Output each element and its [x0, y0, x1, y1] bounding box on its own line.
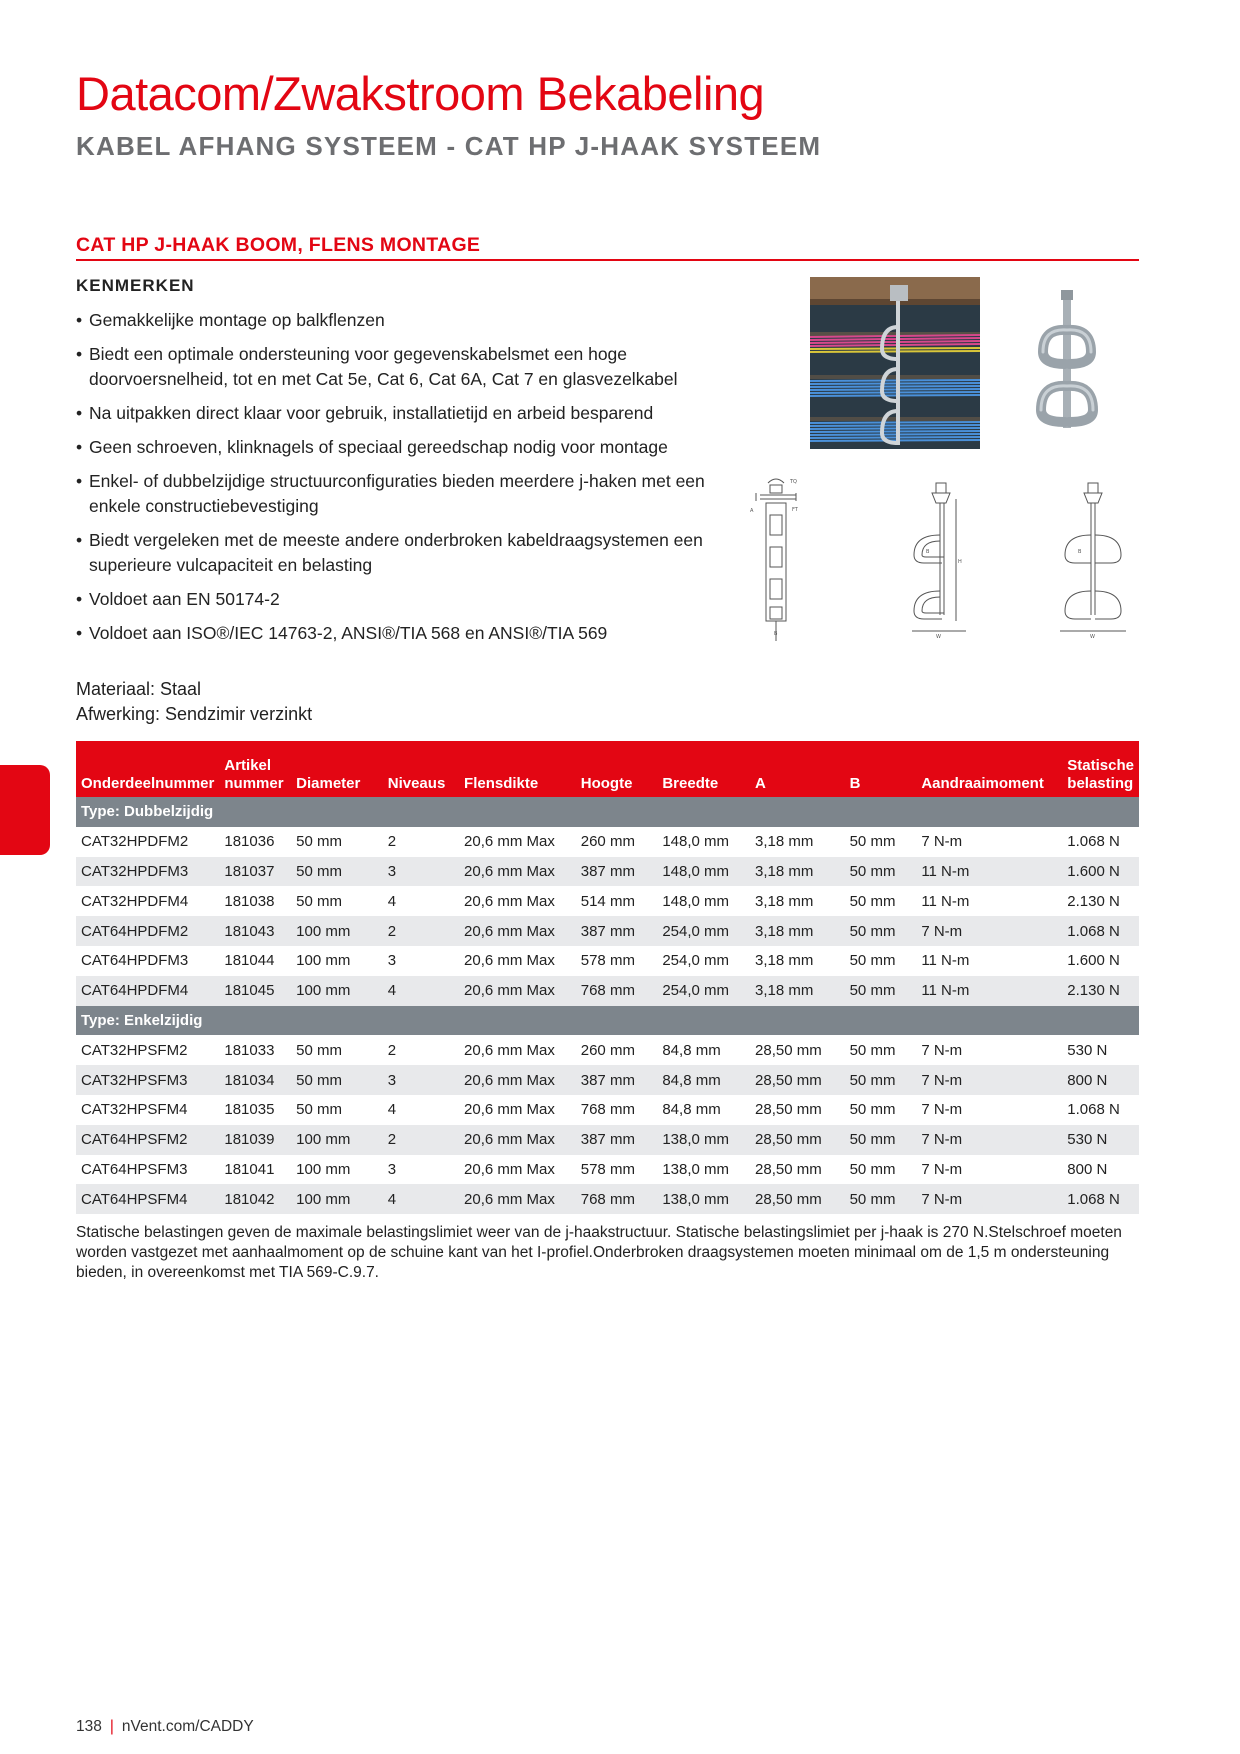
- table-cell: 181044: [224, 952, 275, 970]
- group-type-label: Type: Dubbelzijdig: [76, 797, 1139, 827]
- table-cell: 50 mm: [845, 1065, 917, 1095]
- table-cell: 2: [383, 916, 459, 946]
- column-header: Statische belasting: [1062, 741, 1139, 797]
- table-cell: 11 N-m: [916, 857, 1062, 887]
- section-divider: [76, 259, 1139, 261]
- table-cell: 50 mm: [291, 857, 383, 887]
- table-cell: 50 mm: [849, 1101, 896, 1119]
- page-subtitle: KABEL AFHANG SYSTEEM - CAT HP J-HAAK SYSTEEM: [76, 131, 822, 161]
- table-cell: CAT64HPDFM3: [81, 952, 189, 970]
- table-cell: 181033: [224, 1041, 275, 1059]
- table-cell: 50 mm: [296, 892, 342, 910]
- page-number: 138: [76, 1718, 102, 1735]
- table-cell: 100 mm: [296, 1160, 351, 1178]
- table-cell: 50 mm: [291, 1065, 383, 1095]
- table-cell: CAT64HPSFM4: [76, 1184, 219, 1214]
- table-cell: 3,18 mm: [755, 952, 814, 970]
- section-heading: CAT HP J-HAAK BOOM, FLENS MONTAGE: [76, 234, 481, 256]
- diagram-label: FT: [792, 507, 798, 513]
- table-cell: 3: [387, 952, 397, 970]
- table-cell: CAT64HPDFM4: [76, 976, 219, 1006]
- column-header: Diameter: [291, 741, 383, 797]
- table-row: [76, 946, 1139, 976]
- double-sided-drawing: [1048, 475, 1138, 645]
- table-group-row: [76, 797, 1139, 827]
- table-cell: 254,0 mm: [657, 976, 750, 1006]
- footer-site-link[interactable]: nVent.com/CADDY: [121, 1718, 254, 1735]
- table-cell: 3: [383, 1065, 459, 1095]
- table-cell: 3,18 mm: [755, 833, 814, 851]
- table-cell: 50 mm: [845, 857, 917, 887]
- feature-item: • Enkel- of dubbelzijdige structuurconfiguraties bieden meerdere j-haken met een enkele constructiebevestiging: [76, 469, 736, 519]
- table-row: [76, 1184, 1139, 1214]
- table-cell: 50 mm: [849, 892, 896, 910]
- feature-item: • Biedt vergeleken met de meeste andere onderbroken kabeldraagsystemen een superieure vulcapaciteit en belasting: [76, 528, 736, 578]
- table-cell: 50 mm: [296, 833, 342, 851]
- column-header: A: [750, 741, 845, 797]
- table-cell: 387 mm: [576, 857, 658, 887]
- table-cell: 181036: [224, 833, 275, 851]
- table-cell: 4: [387, 892, 397, 910]
- table-cell: 28,50 mm: [750, 1184, 845, 1214]
- table-cell: 100 mm: [291, 1184, 383, 1214]
- table-cell: 100 mm: [291, 1125, 383, 1155]
- table-cell: 20,6 mm Max: [459, 1125, 576, 1155]
- table-cell: CAT32HPSFM4: [81, 1101, 188, 1119]
- table-cell: 20,6 mm Max: [464, 833, 555, 851]
- table-cell: 1.600 N: [1062, 857, 1139, 887]
- chapter-tab: [0, 765, 50, 855]
- table-cell: 181045: [219, 976, 291, 1006]
- table-cell: 2.130 N: [1062, 976, 1139, 1006]
- table-cell: 7 N-m: [916, 1125, 1062, 1155]
- table-cell: 50 mm: [849, 1041, 896, 1059]
- table-cell: 20,6 mm Max: [464, 952, 555, 970]
- column-header: Hoogte: [576, 741, 658, 797]
- features-list: [76, 308, 736, 655]
- table-cell: 260 mm: [580, 833, 635, 851]
- diagram-label: TQ: [790, 479, 797, 485]
- feature-item: • Voldoet aan ISO®/IEC 14763-2, ANSI®/TIA 568 en ANSI®/TIA 569: [76, 621, 736, 646]
- table-cell: CAT32HPSFM2: [81, 1041, 188, 1059]
- footnote: Statische belastingen geven de maximale belastingslimiet weer van de j-haakstructuur. Statische belastingslimiet per j-haak is 270 N.Stelschroef moeten worden vastgezet met aanhaalmoment op de schuine kant van het I-profiel.Onderbroken draagsystemen moeten minimaal om de 1,5 m ondersteuning bieden, in overeenkomst met TIA 569-C.9.7.: [76, 1224, 1122, 1281]
- table-cell: 254,0 mm: [662, 952, 730, 970]
- table-cell: 138,0 mm: [657, 1184, 750, 1214]
- table-cell: 181037: [219, 857, 291, 887]
- table-cell: 181042: [219, 1184, 291, 1214]
- table-cell: 7 N-m: [921, 833, 963, 851]
- table-cell: 4: [387, 1101, 397, 1119]
- table-cell: 20,6 mm Max: [464, 1101, 555, 1119]
- table-cell: CAT32HPSFM3: [76, 1065, 219, 1095]
- features-heading: KENMERKEN: [76, 276, 195, 295]
- table-header-row: [76, 741, 1139, 797]
- table-cell: 50 mm: [845, 916, 917, 946]
- feature-item: • Biedt een optimale ondersteuning voor gegevenskabelsmet een hoge doorvoersnelheid, tot en met Cat 5e, Cat 6, Cat 6A, Cat 7 en glasvezelkabel: [76, 342, 736, 392]
- feature-item: • Voldoet aan EN 50174-2: [76, 587, 736, 612]
- table-cell: 28,50 mm: [755, 1041, 822, 1059]
- table-cell: CAT64HPDFM2: [76, 916, 219, 946]
- table-row: [76, 1155, 1139, 1185]
- column-header: Onderdeelnummer: [76, 741, 219, 797]
- group-type-label: Type: Enkelzijdig: [76, 1006, 1139, 1036]
- table-cell: 4: [383, 1184, 459, 1214]
- material-info: [76, 677, 312, 727]
- column-header: B: [845, 741, 917, 797]
- table-cell: 181038: [224, 892, 275, 910]
- table-cell: 28,50 mm: [750, 1065, 845, 1095]
- table-cell: 50 mm: [849, 833, 896, 851]
- table-cell: 50 mm: [296, 1101, 342, 1119]
- diagram-label: W: [1090, 634, 1095, 640]
- table-cell: 387 mm: [576, 1065, 658, 1095]
- table-cell: 20,6 mm Max: [464, 892, 555, 910]
- table-cell: 1.600 N: [1067, 952, 1120, 970]
- column-header: Breedte: [657, 741, 750, 797]
- table-cell: 11 N-m: [921, 952, 970, 970]
- table-cell: 2: [383, 1125, 459, 1155]
- table-cell: 7 N-m: [921, 1160, 963, 1178]
- table-cell: 4: [383, 976, 459, 1006]
- table-cell: CAT32HPDFM3: [76, 857, 219, 887]
- table-cell: 768 mm: [576, 976, 658, 1006]
- table-cell: 50 mm: [845, 1125, 917, 1155]
- installation-photo: [810, 277, 980, 449]
- table-cell: 3,18 mm: [750, 916, 845, 946]
- table-cell: 50 mm: [849, 1160, 896, 1178]
- table-cell: 148,0 mm: [662, 892, 730, 910]
- diagram-label: H: [958, 559, 962, 565]
- table-cell: 387 mm: [576, 1125, 658, 1155]
- column-header: Aandraaimoment: [916, 741, 1062, 797]
- table-cell: 3,18 mm: [755, 892, 814, 910]
- table-cell: 20,6 mm Max: [459, 916, 576, 946]
- spec-table: [76, 741, 1139, 1214]
- table-cell: CAT32HPDFM2: [81, 833, 189, 851]
- table-cell: 3: [387, 1160, 397, 1178]
- table-row: [76, 857, 1139, 887]
- table-cell: 3,18 mm: [750, 857, 845, 887]
- table-body: [76, 797, 1139, 1214]
- table-cell: 50 mm: [296, 1041, 342, 1059]
- table-cell: 7 N-m: [921, 1101, 963, 1119]
- table-cell: CAT64HPSFM2: [76, 1125, 219, 1155]
- diagram-label: A: [750, 508, 754, 514]
- table-cell: 181035: [224, 1101, 275, 1119]
- table-cell: 260 mm: [580, 1041, 635, 1059]
- footer-separator: |: [109, 1718, 114, 1735]
- table-row: [76, 916, 1139, 946]
- table-cell: 84,8 mm: [657, 1065, 750, 1095]
- column-header: Flensdikte: [459, 741, 576, 797]
- table-cell: 11 N-m: [921, 892, 970, 910]
- table-cell: 768 mm: [576, 1184, 658, 1214]
- table-cell: 20,6 mm Max: [459, 1184, 576, 1214]
- table-cell: 7 N-m: [916, 916, 1062, 946]
- feature-item: • Geen schroeven, klinknagels of speciaal gereedschap nodig voor montage: [76, 435, 736, 460]
- table-cell: 100 mm: [296, 952, 351, 970]
- table-cell: 578 mm: [580, 952, 635, 970]
- table-cell: 2: [387, 1041, 397, 1059]
- table-cell: 50 mm: [849, 952, 896, 970]
- column-header: Niveaus: [383, 741, 459, 797]
- table-row: [76, 827, 1139, 857]
- feature-item: • Gemakkelijke montage op balkflenzen: [76, 308, 736, 333]
- table-cell: 530 N: [1067, 1041, 1108, 1059]
- table-cell: 181043: [219, 916, 291, 946]
- table-cell: 1.068 N: [1067, 1101, 1120, 1119]
- table-cell: 1.068 N: [1062, 916, 1139, 946]
- table-cell: 3: [383, 857, 459, 887]
- table-cell: 530 N: [1062, 1125, 1139, 1155]
- table-cell: 138,0 mm: [662, 1160, 730, 1178]
- table-cell: 100 mm: [291, 976, 383, 1006]
- table-cell: 28,50 mm: [750, 1125, 845, 1155]
- table-cell: 20,6 mm Max: [464, 1041, 555, 1059]
- diagram-label: B: [1078, 549, 1082, 555]
- table-cell: 28,50 mm: [755, 1101, 822, 1119]
- table-cell: 181041: [224, 1160, 275, 1178]
- table-cell: 387 mm: [576, 916, 658, 946]
- table-row: [76, 1035, 1139, 1065]
- table-cell: 1.068 N: [1062, 1184, 1139, 1214]
- table-row: [76, 1095, 1139, 1125]
- table-cell: 7 N-m: [921, 1041, 963, 1059]
- diagram-label: W: [936, 634, 941, 640]
- table-cell: 20,6 mm Max: [459, 1065, 576, 1095]
- table-row: [76, 886, 1139, 916]
- table-cell: 181039: [219, 1125, 291, 1155]
- table-cell: 7 N-m: [916, 1184, 1062, 1214]
- page-footer: [76, 1718, 254, 1736]
- table-cell: 2: [387, 833, 397, 851]
- table-cell: 20,6 mm Max: [464, 1160, 555, 1178]
- single-sided-drawing: [900, 475, 980, 645]
- table-row: [76, 1125, 1139, 1155]
- table-cell: CAT32HPDFM4: [81, 892, 189, 910]
- table-cell: 20,6 mm Max: [459, 857, 576, 887]
- table-cell: 800 N: [1067, 1160, 1108, 1178]
- table-cell: 181034: [219, 1065, 291, 1095]
- table-cell: 84,8 mm: [662, 1041, 721, 1059]
- table-cell: 514 mm: [580, 892, 635, 910]
- table-cell: 84,8 mm: [662, 1101, 721, 1119]
- table-group-row: [76, 1006, 1139, 1036]
- table-cell: 578 mm: [580, 1160, 635, 1178]
- table-cell: 28,50 mm: [755, 1160, 822, 1178]
- table-cell: 100 mm: [291, 916, 383, 946]
- table-row: [76, 976, 1139, 1006]
- table-cell: CAT64HPSFM3: [81, 1160, 188, 1178]
- table-cell: 50 mm: [845, 976, 917, 1006]
- column-header: Artikel nummer: [219, 741, 291, 797]
- diagram-label: B: [774, 631, 778, 637]
- table-cell: 138,0 mm: [657, 1125, 750, 1155]
- table-cell: 7 N-m: [916, 1065, 1062, 1095]
- table-cell: 3,18 mm: [750, 976, 845, 1006]
- table-cell: 768 mm: [580, 1101, 635, 1119]
- diagram-label: B: [926, 549, 930, 555]
- table-cell: 148,0 mm: [662, 833, 730, 851]
- product-photo: [1028, 290, 1106, 440]
- table-row: [76, 1065, 1139, 1095]
- table-cell: 2.130 N: [1067, 892, 1120, 910]
- table-cell: 50 mm: [845, 1184, 917, 1214]
- table-cell: 1.068 N: [1067, 833, 1120, 851]
- table-cell: 20,6 mm Max: [459, 976, 576, 1006]
- finish-line: Afwerking: Sendzimir verzinkt: [76, 704, 313, 724]
- table-cell: 254,0 mm: [657, 916, 750, 946]
- feature-item: • Na uitpakken direct klaar voor gebruik, installatietijd en arbeid besparend: [76, 401, 736, 426]
- material-line: Materiaal: Staal: [76, 679, 202, 699]
- table-cell: 800 N: [1062, 1065, 1139, 1095]
- page-title: Datacom/Zwakstroom Bekabeling: [76, 67, 765, 120]
- table-cell: 11 N-m: [916, 976, 1062, 1006]
- side-view-drawing: [750, 475, 806, 645]
- table-cell: 148,0 mm: [657, 857, 750, 887]
